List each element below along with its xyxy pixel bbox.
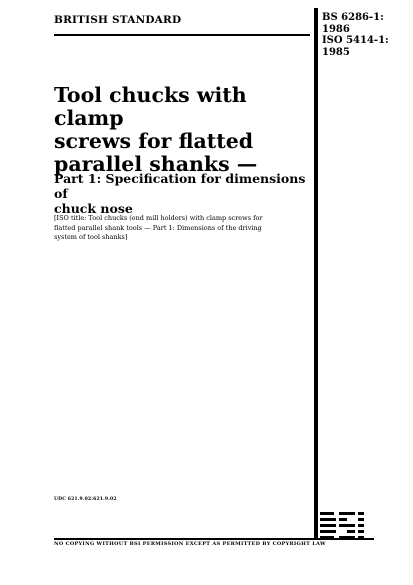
copyright-notice: NO COPYING WITHOUT BSI PERMISSION EXCEPT AS PERMITTED BY COPYRIGHT LAW — [54, 541, 326, 547]
standard-number-line: BS 6286-1: — [322, 12, 384, 23]
bsi-logo — [320, 510, 372, 540]
subtitle-line: Part 1: Specification for dimensions of — [54, 171, 306, 201]
standard-numbers — [322, 12, 389, 58]
udc-reference: UDC 621.9.02:621.9.02 — [54, 497, 117, 502]
footer-divider — [54, 538, 374, 540]
iso-title-line: [ISO title: Tool chucks (end mill holders) with clamp screws for — [54, 214, 263, 222]
vertical-divider — [314, 8, 318, 538]
document-subtitle — [54, 171, 312, 216]
title-line: Tool chucks with clamp — [54, 83, 247, 130]
standard-number-line: ISO 5414-1: — [322, 35, 389, 46]
iso-title-line: flatted parallel shank tools — Part 1: Dimensions of the driving — [54, 223, 262, 232]
standard-number-line: 1985 — [322, 46, 350, 58]
subtitle-line: chuck nose — [54, 201, 133, 216]
document-title — [54, 84, 312, 176]
iso-title-line: system of tool shanks] — [54, 233, 128, 241]
header-divider — [54, 34, 310, 36]
standard-number-line: 1986 — [322, 23, 350, 35]
iso-title-note — [54, 214, 312, 243]
title-line: screws for flatted — [54, 129, 254, 153]
title-line: parallel shanks — — [54, 152, 258, 176]
publisher-label: BRITISH STANDARD — [54, 14, 182, 26]
